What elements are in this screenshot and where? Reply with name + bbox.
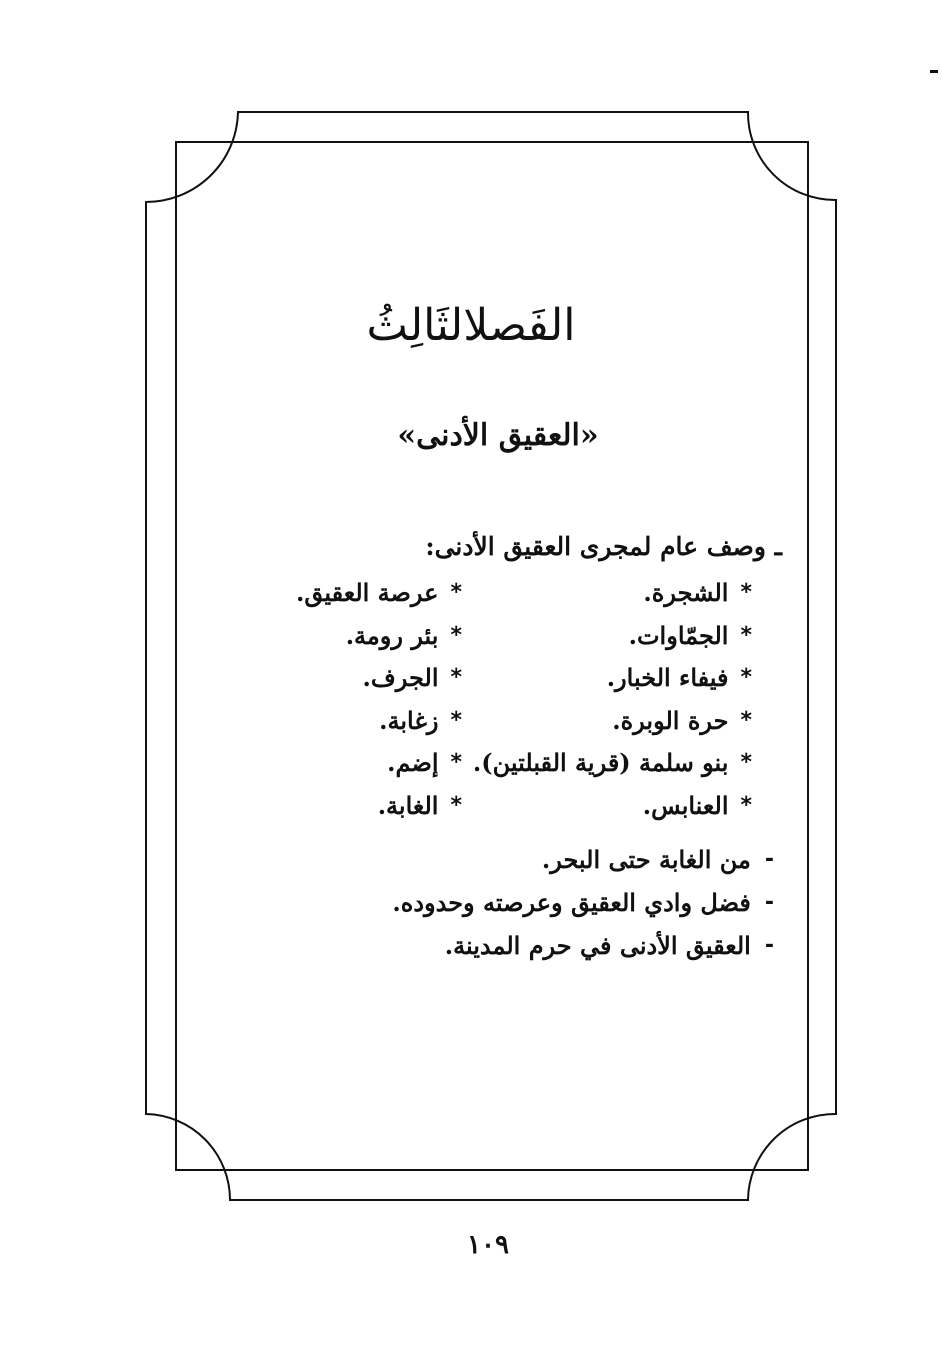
asterisk-bullet-icon: * <box>740 750 752 775</box>
asterisk-bullet-icon: * <box>450 792 462 818</box>
asterisk-bullet-icon: * <box>740 665 752 690</box>
asterisk-bullet-icon: * <box>740 792 752 818</box>
asterisk-bullet-icon: * <box>450 665 462 690</box>
asterisk-bullet-icon: * <box>450 622 462 648</box>
list-item-label: فيفاء الخبار. <box>606 663 729 692</box>
list-item <box>643 791 752 820</box>
list-item-label: بنو سلمة (قرية القبلتين). <box>472 748 729 777</box>
list-item-label: إضم. <box>387 748 439 777</box>
dash-bullet-icon: - <box>764 890 774 915</box>
list-item-label: حرة الوبرة. <box>612 705 729 735</box>
list-item <box>607 663 752 692</box>
list-item <box>346 621 462 650</box>
list-item-label: العقيق الأدنى في حرم المدينة. <box>444 931 751 960</box>
list-item-label: فضل وادي العقيق وعرصته وحدوده. <box>392 888 751 917</box>
list-item-label: عرصة العقيق. <box>296 578 439 607</box>
list-item-label: بئر رومة. <box>345 620 439 650</box>
section-heading: ـ وصف عام لمجرى العقيق الأدنى: <box>425 532 782 561</box>
list-item <box>473 748 752 777</box>
list-item <box>643 578 752 607</box>
asterisk-bullet-icon: * <box>450 580 462 605</box>
list-item <box>629 621 752 650</box>
list-item-label: من الغابة حتى البحر. <box>541 845 751 874</box>
dash-bullet-icon: - <box>764 847 774 872</box>
topics-list <box>392 838 774 967</box>
list-item-label: العنابس. <box>642 790 729 820</box>
asterisk-bullet-icon: * <box>740 580 752 605</box>
list-item <box>392 881 774 924</box>
dash-bullet-icon: - <box>764 933 774 958</box>
list-item-label: الجمّاوات. <box>628 620 729 650</box>
places-list <box>232 578 752 833</box>
asterisk-bullet-icon: * <box>740 622 752 648</box>
list-item <box>392 838 774 881</box>
list-row <box>232 706 752 749</box>
list-item <box>296 578 462 607</box>
asterisk-bullet-icon: * <box>450 750 462 775</box>
list-item <box>392 924 774 967</box>
list-item <box>378 791 462 820</box>
list-row <box>232 791 752 834</box>
list-row <box>232 578 752 621</box>
chapter-subtitle: «العقيق الأدنى» <box>397 418 599 453</box>
list-item <box>387 748 462 777</box>
list-row <box>232 621 752 664</box>
list-item-label: الغابة. <box>377 790 439 820</box>
asterisk-bullet-icon: * <box>740 707 752 733</box>
list-item <box>612 706 752 735</box>
list-row <box>232 748 752 791</box>
list-item <box>379 706 462 735</box>
page-number: ١٠٩ <box>467 1230 509 1260</box>
list-item-label: الجرف. <box>362 663 439 692</box>
chapter-title: الفَصلالثَالِثُ <box>366 300 576 351</box>
list-item-label: الشجرة. <box>643 578 729 607</box>
list-item <box>363 663 462 692</box>
list-item-label: زغابة. <box>379 705 439 735</box>
list-row <box>232 663 752 706</box>
asterisk-bullet-icon: * <box>450 707 462 733</box>
